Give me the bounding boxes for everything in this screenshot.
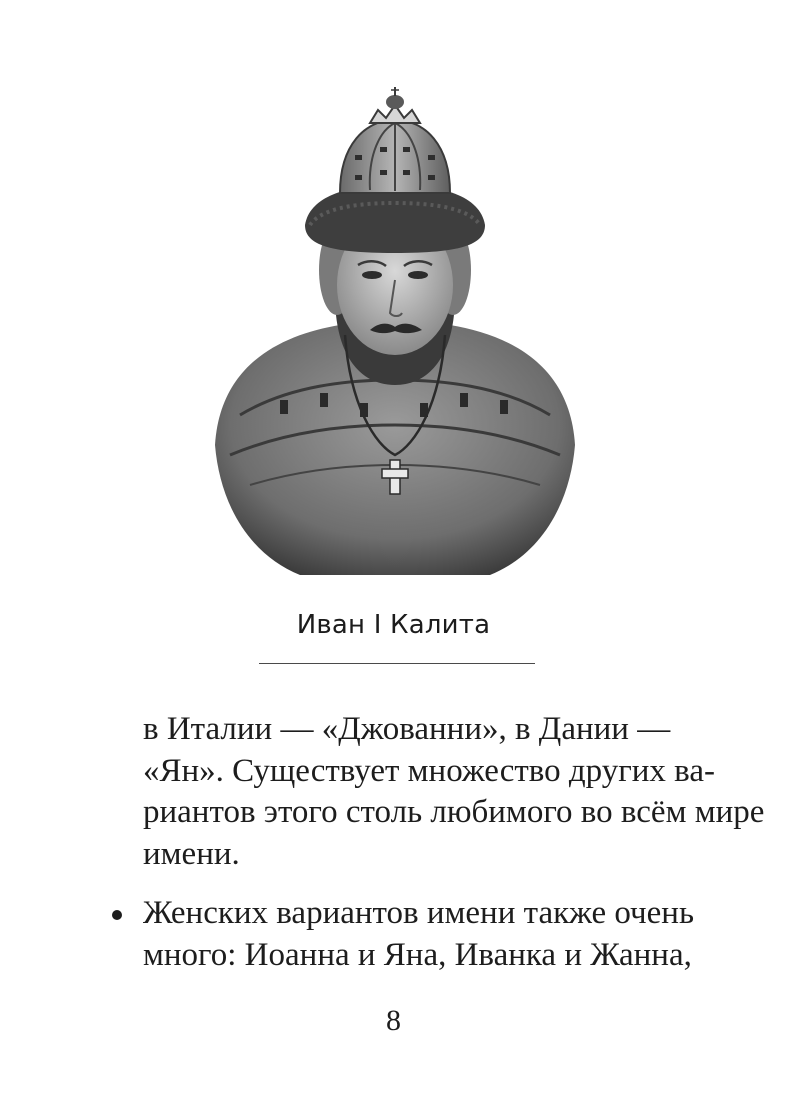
text-line: риантов этого столь любимого во всём мире xyxy=(143,794,765,830)
portrait-caption: Иван I Калита xyxy=(296,610,491,640)
text-line: Женских вариантов имени также очень xyxy=(143,895,694,931)
portrait-illustration xyxy=(210,85,580,575)
caption-divider xyxy=(259,663,535,664)
text-line: имени. xyxy=(143,835,240,872)
page-number: 8 xyxy=(386,1004,401,1037)
bullet-icon xyxy=(112,910,122,920)
bullet-list-item xyxy=(143,893,703,976)
text-line: в Италии — «Джованни», в Дании — xyxy=(143,711,671,747)
text-line: много: Иоанна и Яна, Иванка и Жанна, xyxy=(143,936,692,973)
paragraph-continuation xyxy=(143,709,765,875)
text-line: «Ян». Существует множество других ва- xyxy=(143,752,715,789)
